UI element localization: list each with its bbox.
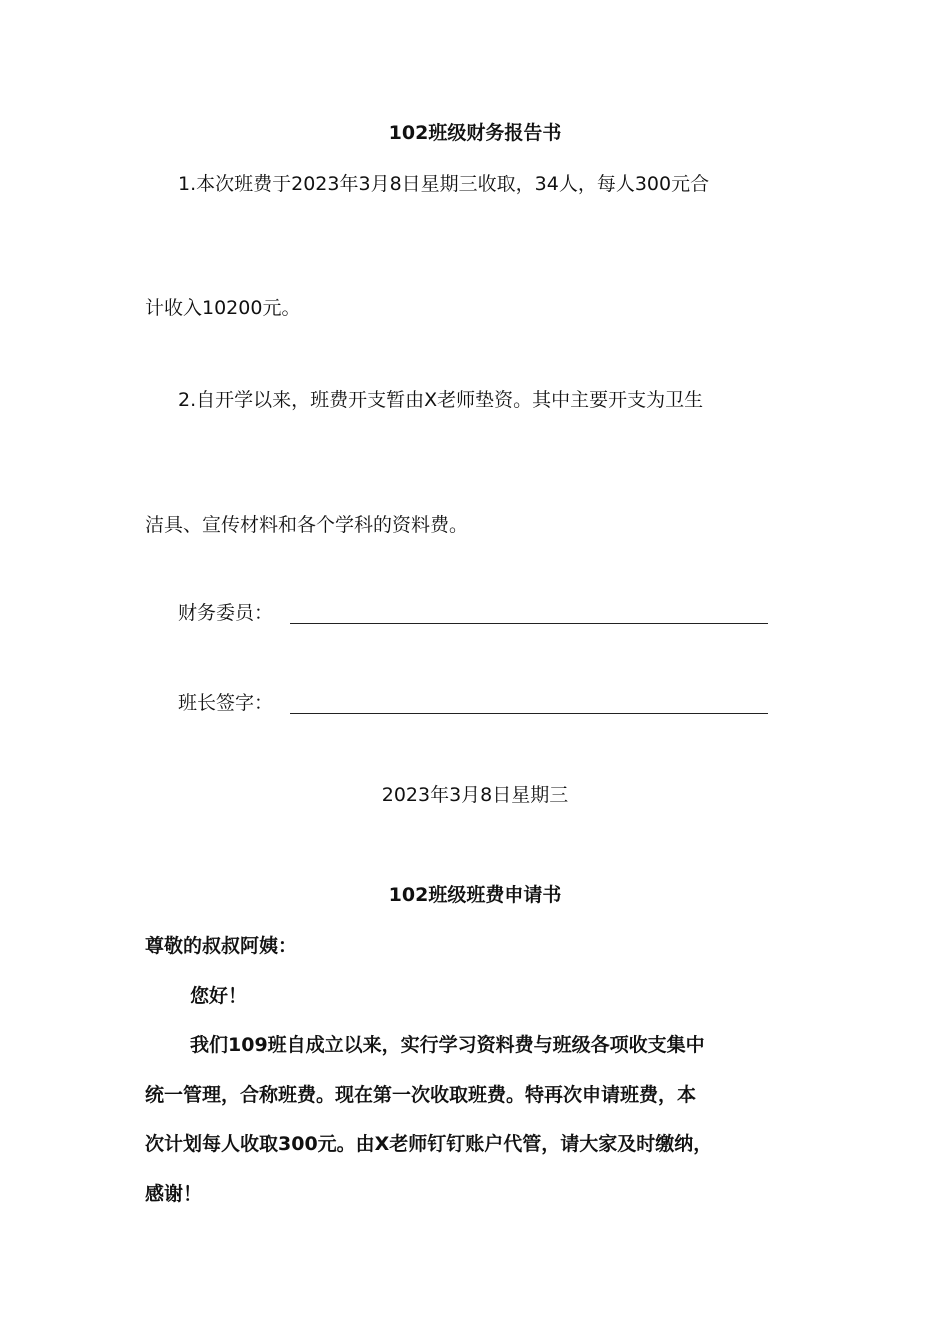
report-date: 2023年3月8日星期三 — [381, 784, 569, 806]
report-item-1-line-1: 1.本次班费于2023年3月8日星期三收取，34人，每人300元合 — [178, 173, 710, 195]
report-item-2-line-1: 2.自开学以来，班费开支暂由X老师垫资。其中主要开支为卫生 — [178, 389, 704, 411]
finance-committee-label: 财务委员： — [178, 602, 274, 624]
application-body-line-3: 次计划每人收取300元。由X老师钉钉账户代管，请大家及时缴纳， — [145, 1133, 713, 1155]
application-title: 102班级班费申请书 — [388, 884, 562, 906]
finance-signature-line — [290, 623, 768, 624]
report-item-2-line-2: 洁具、宣传材料和各个学科的资料费。 — [145, 514, 469, 536]
monitor-signature-label: 班长签字： — [178, 692, 274, 714]
monitor-signature-line — [290, 713, 768, 714]
application-body-line-1: 我们109班自成立以来，实行学习资料费与班级各项收支集中 — [190, 1034, 705, 1056]
report-item-1-line-2: 计收入10200元。 — [145, 297, 301, 319]
report-title: 102班级财务报告书 — [388, 122, 562, 144]
application-body-line-4: 感谢！ — [145, 1183, 203, 1205]
application-body-line-2: 统一管理，合称班费。现在第一次收取班费。特再次申请班费，本 — [145, 1084, 697, 1106]
application-salutation: 尊敬的叔叔阿姨： — [145, 935, 298, 957]
application-greeting: 您好！ — [190, 985, 248, 1007]
